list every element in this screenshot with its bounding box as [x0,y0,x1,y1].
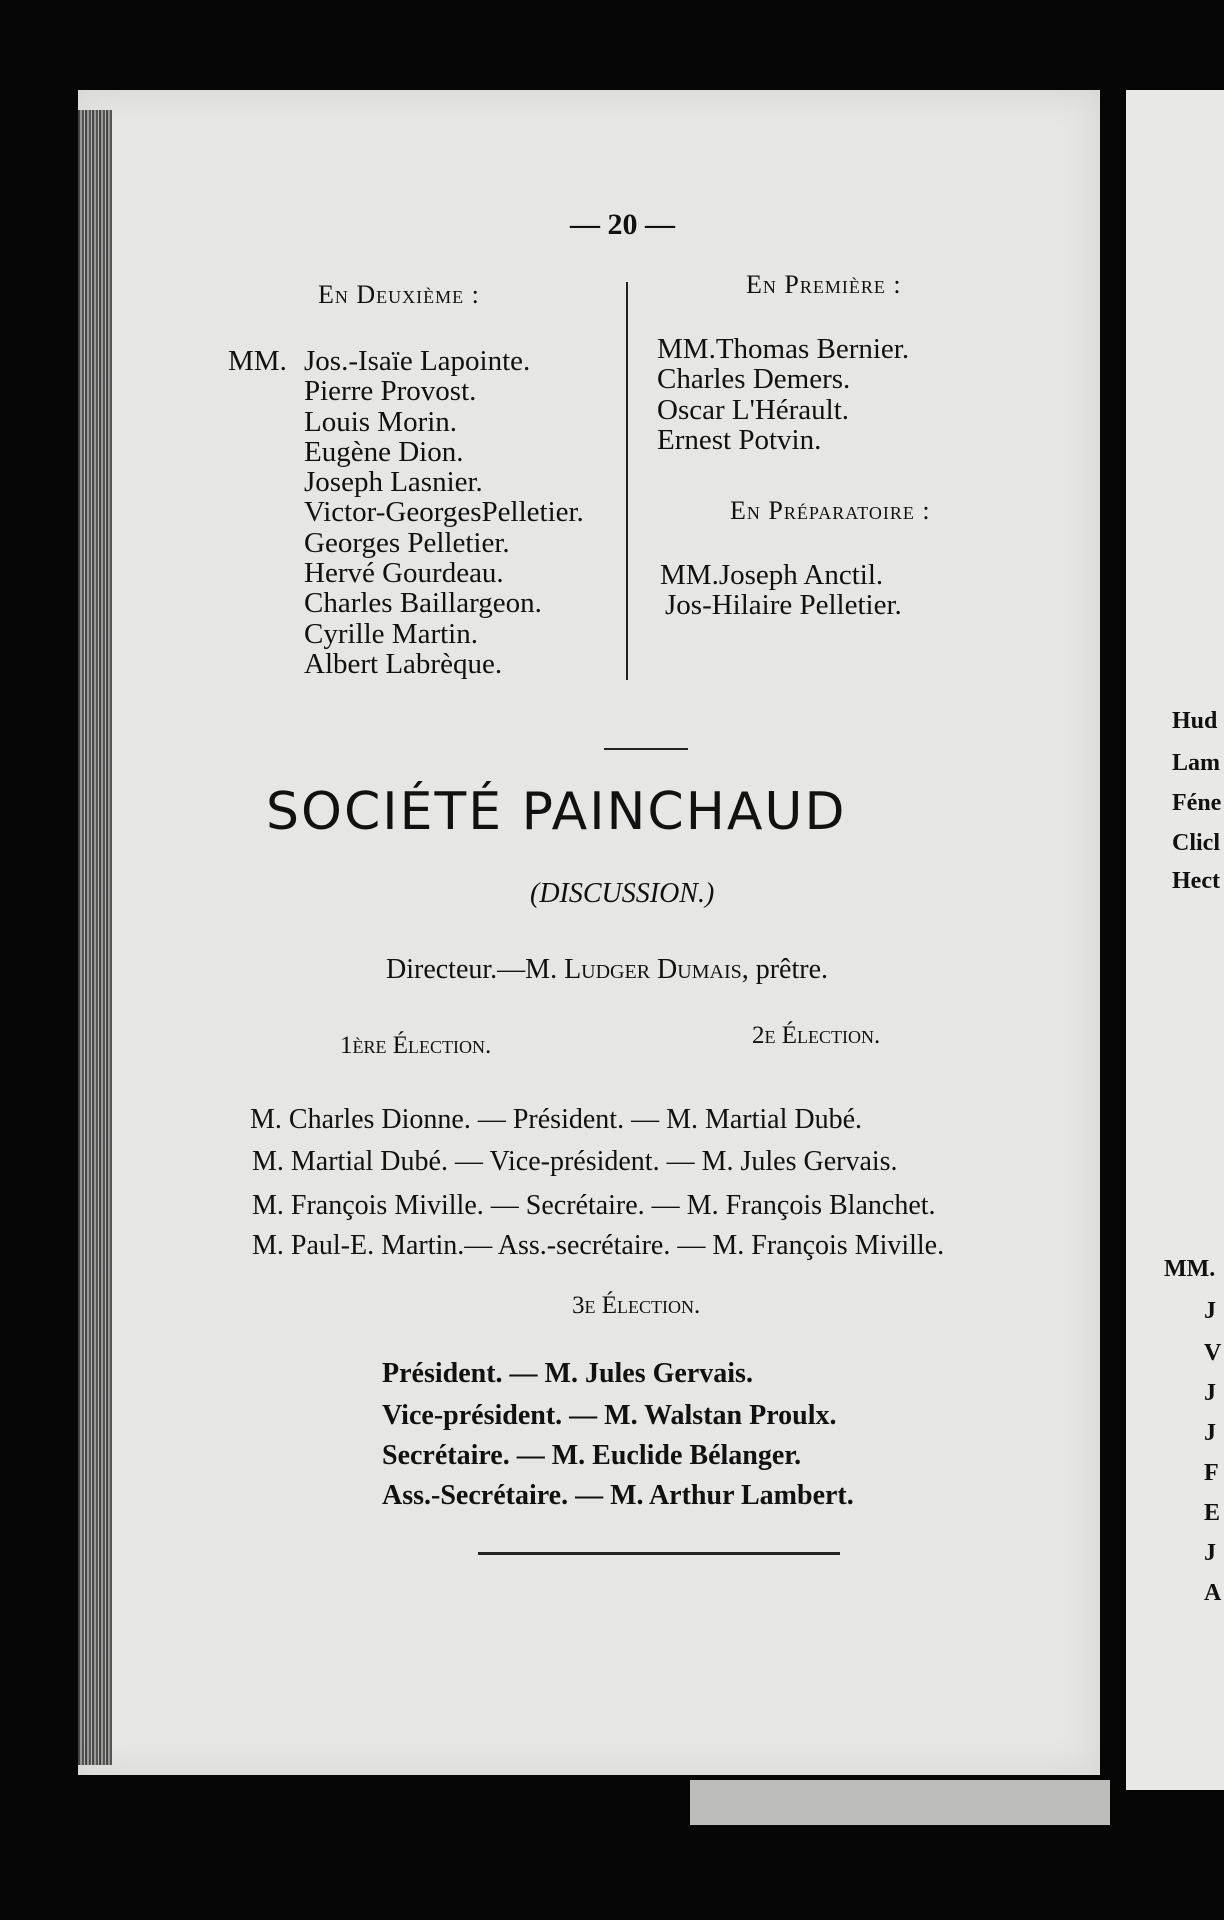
adjacent-word: Clicl [1172,830,1220,856]
list-item [228,437,584,467]
member-name: Victor-GeorgesPelletier. [304,496,584,529]
page-number: — 20 — [570,208,675,241]
left-column-heading: En Deuxième : [318,280,480,309]
third-election-row: Président. — M. Jules Gervais. [382,1358,753,1389]
member-name: Joseph Lasnier. [304,466,483,499]
director-name: Ludger Dumais [564,954,742,985]
member-name: Hervé Gourdeau. [304,557,504,590]
right-column-list-2 [660,560,902,621]
member-name: Joseph Anctil. [718,559,884,591]
list-item [660,560,902,590]
member-name: Pierre Provost. [304,375,477,408]
mm-prefix: MM. [657,333,716,365]
list-item [228,497,584,527]
adjacent-letter: F [1204,1460,1219,1486]
list-item [657,334,909,364]
book-page [78,90,1100,1775]
adjacent-word: Hud [1172,708,1218,734]
list-item [660,590,902,620]
adjacent-letter: J [1204,1420,1216,1446]
member-name: Ernest Potvin. [657,423,822,456]
list-item [228,407,584,437]
member-name: Louis Morin. [304,405,458,438]
member-name: Jos.-Isaïe Lapointe. [304,345,531,377]
election-row: M. François Miville. — Secrétaire. — M. François Blanchet. [252,1190,936,1221]
list-item [228,588,584,618]
right-column-list [657,334,909,455]
closing-rule [478,1552,840,1555]
list-item [228,619,584,649]
list-item [228,376,584,406]
director-suffix: , prêtre. [741,954,829,985]
list-item [228,649,584,679]
mm-prefix: MM. [228,345,287,377]
third-election-row: Vice-président. — M. Walstan Proulx. [382,1400,837,1431]
adjacent-word: Lam [1172,750,1220,776]
member-name: Eugène Dion. [304,435,464,468]
list-item [228,346,584,376]
section-divider [604,748,688,750]
list-item [657,395,909,425]
third-election-label: 3e Élection. [572,1292,701,1319]
member-name: Thomas Bernier. [715,333,910,365]
mm-prefix: MM. [660,559,719,591]
member-name: Cyrille Martin. [304,617,478,650]
adjacent-letter: E [1204,1500,1221,1526]
list-item [228,528,584,558]
adjacent-letter: A [1204,1580,1222,1606]
adjacent-word: Hect [1172,868,1220,894]
second-election-label: 2e Élection. [752,1022,881,1049]
election-row: M. Paul-E. Martin.— Ass.-secrétaire. — M. François Miville. [252,1230,945,1261]
adjacent-page [1126,90,1224,1790]
adjacent-letter: J [1204,1298,1216,1324]
list-item [228,558,584,588]
column-divider [626,282,628,680]
adjacent-letter: V [1204,1340,1222,1366]
adjacent-letter: J [1204,1540,1216,1566]
member-name: Georges Pelletier. [304,526,510,559]
right-column-heading-2: En Préparatoire : [730,496,931,525]
page-gutter [78,110,112,1765]
left-column-list [228,346,584,679]
member-name: Charles Baillargeon. [304,587,542,620]
adjacent-prefix: MM. [1164,1256,1216,1282]
third-election-row: Secrétaire. — M. Euclide Bélanger. [382,1440,802,1471]
member-name: Charles Demers. [657,363,851,396]
list-item [228,467,584,497]
member-name: Oscar L'Hérault. [657,393,850,426]
member-name: Albert Labrèque. [304,647,503,680]
election-row: M. Martial Dubé. — Vice-président. — M. Jules Gervais. [252,1146,898,1177]
adjacent-letter: J [1204,1380,1216,1406]
adjacent-word: Féne [1172,790,1222,816]
director-line [386,954,828,986]
list-item [657,425,909,455]
paper-scrap [690,1780,1110,1825]
society-title: SOCIÉTÉ PAINCHAUD [266,782,847,842]
first-election-label: 1ère Élection. [340,1032,492,1059]
list-item [657,364,909,394]
director-prefix: Directeur.—M. [386,954,565,985]
member-name: Jos-Hilaire Pelletier. [665,589,902,622]
right-column-heading: En Première : [746,270,902,299]
society-subtitle: (DISCUSSION.) [530,878,715,909]
election-row: M. Charles Dionne. — Président. — M. Martial Dubé. [250,1104,863,1135]
third-election-row: Ass.-Secrétaire. — M. Arthur Lambert. [382,1480,854,1511]
